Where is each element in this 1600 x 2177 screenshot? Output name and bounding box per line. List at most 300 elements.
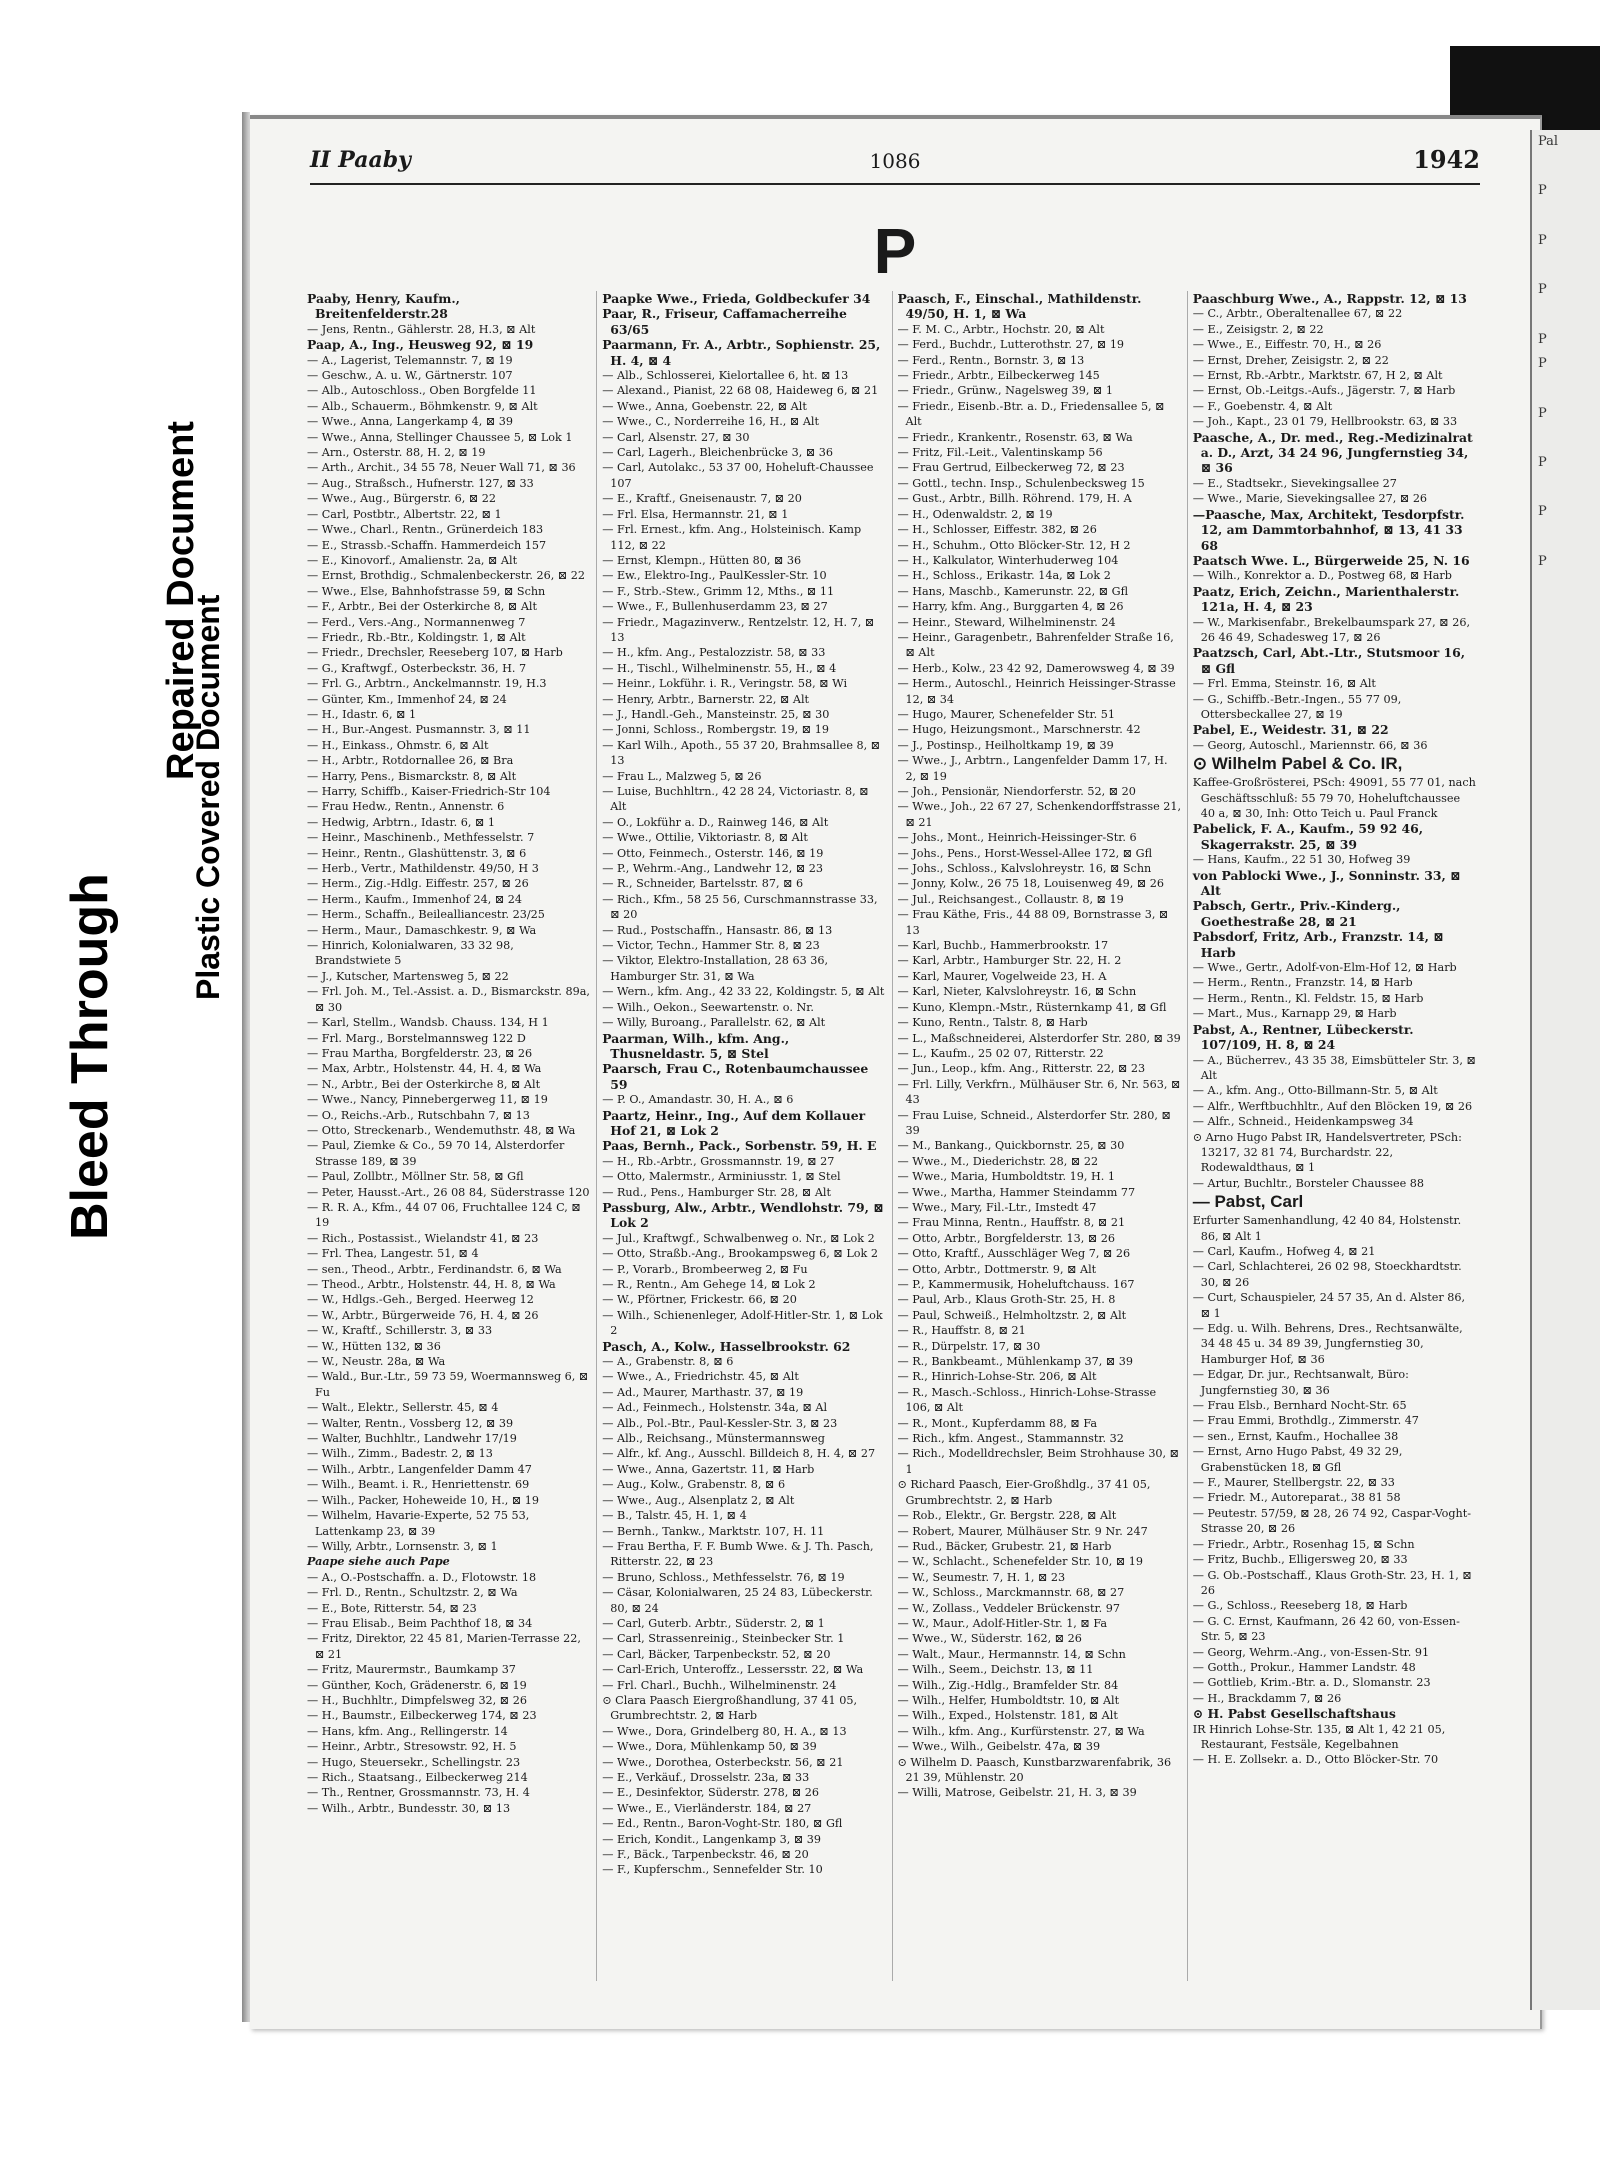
directory-entry: — Wwe., Mary, Fil.-Ltr., Imstedt 47 [897, 1200, 1097, 1214]
directory-entry: — Ernst, Rb.-Arbtr., Marktstr. 67, H 2, ⊠ Alt [1192, 369, 1443, 383]
adjacent-page-fragment: P [1538, 454, 1547, 470]
directory-entry: — A., Lagerist, Telemannstr. 7, ⊠ 19 [307, 353, 513, 367]
directory-entry: — W., Schlacht., Schenefelder Str. 10, ⊠ 19 [897, 1555, 1143, 1569]
directory-entry: — J., Handl.-Geh., Mansteinstr. 25, ⊠ 30 [602, 707, 830, 721]
directory-entry: — Wwe., Wilh., Geibelstr. 47a, ⊠ 39 [897, 1740, 1101, 1754]
adjacent-page-fragment [1538, 426, 1600, 451]
directory-entry: Paarsch, Frau C., Rotenbaumchaussee 59 [602, 1061, 869, 1092]
directory-entry: — Wwe., Marie, Sievekingsallee 27, ⊠ 26 [1192, 492, 1428, 506]
adjacent-page-edge [1530, 130, 1600, 2010]
directory-entry: — Wilh., Helfer, Humboldtstr. 10, ⊠ Alt [897, 1693, 1120, 1707]
directory-entry: — Ernst, Dreher, Zeisigstr. 2, ⊠ 22 [1192, 353, 1389, 367]
directory-entry: — Fritz, Fil.-Leit., Valentinskamp 56 [897, 446, 1103, 460]
directory-entry: — Hugo, Steuersekr., Schellingstr. 23 [307, 1755, 521, 1769]
directory-entry: — Wern., kfm. Ang., 42 33 22, Koldingstr. 5, ⊠ Alt [602, 985, 885, 999]
directory-entry: — Ferd., Rentn., Bornstr. 3, ⊠ 13 [897, 353, 1085, 367]
directory-entry: — Wwe., Nancy, Pinnebergerweg 11, ⊠ 19 [307, 1093, 548, 1107]
adjacent-page-fragment: P [1538, 504, 1547, 520]
directory-entry: — Fritz, Buchb., Elligersweg 20, ⊠ 33 [1192, 1553, 1408, 1567]
page-header [310, 143, 1480, 185]
directory-entry: — Otto, Arbtr., Borgfelderstr. 13, ⊠ 26 [897, 1231, 1116, 1245]
directory-entry: Pabel, E., Weidestr. 31, ⊠ 22 [1192, 722, 1389, 738]
directory-entry: — Friedr., Arbtr., Rosenhag 15, ⊠ Schn [1192, 1537, 1415, 1551]
directory-entry: — Karl, Nieter, Kalvslohreystr. 16, ⊠ Schn [897, 985, 1137, 999]
directory-entry: — Fritz, Direktor, 22 45 81, Marien-Terrasse 22, ⊠ 21 [307, 1632, 581, 1661]
directory-entry: — Frl. G., Arbtrn., Anckelmannstr. 19, H.3 [307, 677, 547, 691]
directory-entry: — Frl. Marg., Borstelmannsweg 122 D [307, 1031, 526, 1045]
directory-entry: — Wwe., Gertr., Adolf-von-Elm-Hof 12, ⊠ Harb [1192, 961, 1457, 975]
directory-entry: — W., Maur., Adolf-Hitler-Str. 1, ⊠ Fa [897, 1616, 1108, 1630]
directory-entry: — H., Rb.-Arbtr., Grossmannstr. 19, ⊠ 27 [602, 1154, 835, 1168]
directory-entry: — G. C. Ernst, Kaufmann, 26 42 60, von-Essen-Str. 5, ⊠ 23 [1192, 1614, 1460, 1644]
directory-entry: Pasch, A., Kolw., Hasselbrookstr. 62 [602, 1338, 851, 1354]
directory-entry: — Walter, Rentn., Vossberg 12, ⊠ 39 [307, 1416, 514, 1430]
directory-entry: — Wilh., Zig.-Hdlg., Bramfelder Str. 84 [897, 1678, 1119, 1692]
directory-entry: — Ernst, Klempn., Hütten 80, ⊠ 36 [602, 553, 802, 567]
directory-entry: — E., Kinovorf., Amalienstr. 2a, ⊠ Alt [307, 553, 518, 567]
directory-entry: — P., Vorarb., Brombeerweg 2, ⊠ Fu [602, 1262, 808, 1276]
directory-entry: — Wilh., Zimm., Badestr. 2, ⊠ 13 [307, 1447, 493, 1461]
directory-entry: — Paul, Schweiß., Helmholtzstr. 2, ⊠ Alt [897, 1308, 1127, 1322]
directory-entry: — E., Zeisigstr. 2, ⊠ 22 [1192, 322, 1324, 336]
directory-entry: —Paasche, Max, Architekt, Tesdorpfstr. 12, am Dammtorbahnhof, ⊠ 13, 41 33 68 [1192, 506, 1465, 553]
directory-entry: — Max, Arbtr., Holstenstr. 44, H. 4, ⊠ Wa [307, 1062, 542, 1076]
directory-entry: — J., Kutscher, Martensweg 5, ⊠ 22 [307, 969, 509, 983]
directory-entry: — Wwe., Aug., Alsenplatz 2, ⊠ Alt [602, 1493, 795, 1507]
directory-entry: — W., Pförtner, Frickestr. 66, ⊠ 20 [602, 1293, 797, 1307]
directory-entry: ⊙ Wilhelm D. Paasch, Kunstbarzwarenfabrik, 36 21 39, Mühlenstr. 20 [897, 1755, 1172, 1784]
directory-entry: — Hugo, Heizungsmont., Marschnerstr. 42 [897, 723, 1141, 737]
directory-entry: — Frau Elisab., Beim Pachthof 18, ⊠ 34 [307, 1616, 533, 1630]
directory-entry: — Rich., kfm. Angest., Stammannstr. 32 [897, 1432, 1124, 1446]
directory-entry: — B., Talstr. 45, H. 1, ⊠ 4 [602, 1509, 747, 1523]
directory-entry: — P., Wehrm.-Ang., Landwehr 12, ⊠ 23 [602, 862, 824, 876]
directory-entry: — Wilh., kfm. Ang., Kurfürstenstr. 27, ⊠ Wa [897, 1724, 1145, 1738]
directory-entry: Paape siehe auch Pape [307, 1554, 450, 1569]
directory-entry: — Rob., Elektr., Gr. Bergstr. 228, ⊠ Alt [897, 1509, 1117, 1523]
directory-columns [302, 291, 1482, 1981]
directory-entry: — A., O.-Postschaffn. a. D., Flotowstr. 18 [307, 1570, 537, 1584]
directory-entry: IR Hinrich Lohse-Str. 135, ⊠ Alt 1, 42 21 05, Restaurant, Festsäle, Kegelbahnen [1192, 1722, 1446, 1751]
directory-entry: Passburg, Alw., Arbtr., Wendlohstr. 79, ⊠ Lok 2 [602, 1199, 884, 1231]
directory-entry: — Heinr., Maschinenb., Methfesselstr. 7 [307, 831, 535, 845]
directory-entry: — R., Hinrich-Lohse-Str. 206, ⊠ Alt [897, 1370, 1097, 1384]
directory-entry: — Joh., Kapt., 23 01 79, Hellbrookstr. 63, ⊠ 33 [1192, 415, 1458, 429]
directory-entry: — Johs., Schloss., Kalvslohreystr. 16, ⊠ Schn [897, 862, 1152, 876]
directory-entry: — H., Arbtr., Rotdornallee 26, ⊠ Bra [307, 754, 514, 768]
directory-entry: — Carl, Bäcker, Tarpenbeckstr. 52, ⊠ 20 [602, 1647, 831, 1661]
directory-entry: — Ernst, Brothdig., Schmalenbeckerstr. 26, ⊠ 22 [307, 569, 585, 583]
directory-entry: — Artur, Buchltr., Borsteler Chaussee 88 [1192, 1176, 1425, 1190]
directory-entry: — Carl, Lagerh., Bleichenbrücke 3, ⊠ 36 [602, 446, 833, 460]
directory-entry: Paartz, Heinr., Ing., Auf dem Kollauer Hof 21, ⊠ Lok 2 [602, 1107, 866, 1138]
directory-entry: — F., Arbtr., Bei der Osterkirche 8, ⊠ Alt [307, 600, 538, 614]
directory-entry: — Jul., Reichsangest., Collaustr. 8, ⊠ 19 [897, 892, 1124, 906]
directory-entry: — H., Tischl., Wilhelminenstr. 55, H., ⊠ 4 [602, 661, 837, 675]
directory-column [1187, 291, 1482, 1981]
directory-entry: — F., Bäck., Tarpenbeckstr. 46, ⊠ 20 [602, 1848, 809, 1862]
directory-entry: — E., Kraftf., Gneisenaustr. 7, ⊠ 20 [602, 492, 802, 506]
directory-entry: — A., kfm. Ang., Otto-Billmann-Str. 5, ⊠ Alt [1192, 1084, 1438, 1098]
directory-entry: — Alfr., Schneid., Heidenkampsweg 34 [1192, 1115, 1414, 1129]
directory-entry: — Willy, Buroang., Parallelstr. 62, ⊠ Alt [602, 1016, 826, 1030]
directory-entry: — Curt, Schauspieler, 24 57 35, An d. Alster 86, ⊠ 1 [1192, 1291, 1466, 1320]
adjacent-page-fragment [1538, 303, 1600, 328]
directory-entry: — Wilh., Konrektor a. D., Postweg 68, ⊠ Harb [1192, 569, 1452, 583]
directory-entry: — Alb., Autoschloss., Oben Borgfelde 11 [307, 384, 537, 398]
directory-entry: — H., Schuhm., Otto Blöcker-Str. 12, H 2 [897, 538, 1131, 552]
directory-entry: — Wwe., Anna, Langerkamp 4, ⊠ 39 [307, 415, 513, 429]
adjacent-page-fragment: P [1538, 183, 1547, 199]
directory-entry: — Frau L., Malzweg 5, ⊠ 26 [602, 769, 762, 783]
directory-entry: — W., Seumestr. 7, H. 1, ⊠ 23 [897, 1570, 1066, 1584]
directory-entry: — Frl. Thea, Langestr. 51, ⊠ 4 [307, 1247, 479, 1261]
directory-entry: — Carl-Erich, Unteroffz., Lessersstr. 22, ⊠ Wa [602, 1663, 864, 1677]
directory-entry: — H., Kalkulator, Winterhuderweg 104 [897, 553, 1119, 567]
directory-entry: — Wilh., Arbtr., Bundesstr. 30, ⊠ 13 [307, 1801, 511, 1815]
directory-entry: Paas, Bernh., Pack., Sorbenstr. 59, H. E [602, 1138, 877, 1154]
directory-entry: — Hedwig, Arbtrn., Idastr. 6, ⊠ 1 [307, 815, 496, 829]
directory-entry: — L., Kaufm., 25 02 07, Ritterstr. 22 [897, 1046, 1104, 1060]
directory-entry: Paap, A., Ing., Heusweg 92, ⊠ 19 [307, 337, 534, 353]
directory-entry: — Viktor, Elektro-Installation, 28 63 36, Hamburger Str. 31, ⊠ Wa [602, 954, 829, 983]
directory-entry: — Wwe., W., Süderstr. 162, ⊠ 26 [897, 1632, 1082, 1646]
adjacent-page-fragment: P [1538, 331, 1547, 347]
directory-entry: ⊙ Wilhelm Pabel & Co. IR, [1192, 754, 1403, 774]
directory-entry: — Jun., Leop., kfm. Ang., Ritterstr. 22, ⊠ 23 [897, 1062, 1146, 1076]
directory-entry: — Th., Rentner, Grossmannstr. 73, H. 4 [307, 1786, 530, 1800]
directory-entry: — E., Strassb.-Schaffn. Hammerdeich 157 [307, 538, 547, 552]
directory-entry: — Rud., Postschaffn., Hansastr. 86, ⊠ 13 [602, 923, 833, 937]
directory-entry: — Johs., Pens., Horst-Wessel-Allee 172, ⊠ Gfl [897, 846, 1153, 860]
directory-entry: — Ferd., Buchdr., Lutterothstr. 27, ⊠ 19 [897, 338, 1125, 352]
directory-entry: — Otto, Streckenarb., Wendemuthstr. 48, ⊠ Wa [307, 1123, 576, 1137]
directory-entry: — Rich., Modelldrechsler, Beim Strohhause 30, ⊠ 1 [897, 1447, 1180, 1476]
directory-entry: — W., Hütten 132, ⊠ 36 [307, 1339, 441, 1353]
directory-column [302, 291, 596, 1981]
directory-entry: — sen., Ernst, Kaufm., Hochallee 38 [1192, 1429, 1399, 1443]
directory-entry: — H., Buchhltr., Dimpfelsweg 32, ⊠ 26 [307, 1693, 527, 1707]
directory-entry: — Heinr., Arbtr., Stresowstr. 92, H. 5 [307, 1740, 517, 1754]
directory-entry: — O., Lokführ a. D., Rainweg 146, ⊠ Alt [602, 815, 829, 829]
directory-entry: — Peter, Hausst.-Art., 26 08 84, Süderstrasse 120 [307, 1185, 590, 1199]
directory-entry: Paasch, F., Einschal., Mathildenstr. 49/50, H. 1, ⊠ Wa [897, 291, 1142, 322]
directory-entry: — E., Stadtsekr., Sievekingsallee 27 [1192, 476, 1397, 490]
directory-entry: — H., Baumstr., Eilbeckerweg 174, ⊠ 23 [307, 1709, 537, 1723]
directory-entry: Pabsdorf, Fritz, Arb., Franzstr. 14, ⊠ Harb [1192, 929, 1444, 960]
directory-entry: — W., Schloss., Marckmannstr. 68, ⊠ 27 [897, 1586, 1125, 1600]
directory-entry: — Frl. Charl., Buchh., Wilhelminenstr. 24 [602, 1678, 837, 1692]
directory-entry: — Hinrich, Kolonialwaren, 33 32 98, Brandstwiete 5 [307, 939, 514, 968]
directory-entry: — H., Odenwaldstr. 2, ⊠ 19 [897, 507, 1053, 521]
directory-entry: Erfurter Samenhandlung, 42 40 84, Holstenstr. 86, ⊠ Alt 1 [1192, 1214, 1462, 1243]
directory-entry: — Frau Emmi, Brothdlg., Zimmerstr. 47 [1192, 1414, 1419, 1428]
directory-entry: — Gottlieb, Krim.-Btr. a. D., Slomanstr. 23 [1192, 1676, 1431, 1690]
directory-entry: — Frl. Emma, Steinstr. 16, ⊠ Alt [1192, 677, 1376, 691]
directory-entry: — Otto, Arbtr., Dottmerstr. 9, ⊠ Alt [897, 1262, 1097, 1276]
directory-entry: — Frau Gertrud, Eilbeckerweg 72, ⊠ 23 [897, 461, 1125, 475]
directory-entry: — Friedr., Arbtr., Eilbeckerweg 145 [897, 369, 1100, 383]
directory-entry: — H., kfm. Ang., Pestalozzistr. 58, ⊠ 33 [602, 646, 826, 660]
directory-entry: — Ernst, Ob.-Leitgs.-Aufs., Jägerstr. 7, ⊠ Harb [1192, 384, 1456, 398]
directory-entry: Paasche, A., Dr. med., Reg.-Medizinalrat a. D., Arzt, 34 24 96, Jungfernstieg 34, ⊠ 36 [1192, 429, 1473, 476]
directory-entry: — Walter, Buchhltr., Landwehr 17/19 [307, 1432, 517, 1446]
directory-entry: — Wilh., Schienenleger, Adolf-Hitler-Str. 1, ⊠ Lok 2 [602, 1308, 883, 1338]
directory-entry: — Victor, Techn., Hammer Str. 8, ⊠ 23 [602, 939, 820, 953]
directory-entry: ⊙ Richard Paasch, Eier-Großhdlg., 37 41 05, Grumbrechtstr. 2, ⊠ Harb [897, 1478, 1151, 1507]
directory-entry: — Günther, Koch, Grädenerstr. 6, ⊠ 19 [307, 1678, 527, 1692]
adjacent-page-fragment: P [1538, 356, 1547, 372]
directory-entry: — Alexand., Pianist, 22 68 08, Haideweg 6, ⊠ 21 [602, 384, 879, 398]
directory-entry: — Friedr. M., Autoreparat., 38 81 58 [1192, 1491, 1401, 1505]
directory-entry: — Alb., Schlosserei, Kielortallee 6, ht. ⊠ 13 [602, 369, 849, 383]
directory-entry: — H., Idastr. 6, ⊠ 1 [307, 707, 417, 721]
directory-entry: — Paul, Arb., Klaus Groth-Str. 25, H. 8 [897, 1293, 1116, 1307]
directory-entry: — Herm., Autoschl., Heinrich Heissinger-Strasse 12, ⊠ 34 [897, 677, 1176, 706]
directory-column [892, 291, 1187, 1981]
directory-entry: — Gust., Arbtr., Billh. Röhrend. 179, H. A [897, 492, 1132, 506]
directory-entry: — Herm., Kaufm., Immenhof 24, ⊠ 24 [307, 892, 523, 906]
directory-column [596, 291, 891, 1981]
directory-entry: — Heinr., Steward, Wilhelminenstr. 24 [897, 615, 1116, 629]
directory-entry: — Herb., Vertr., Mathildenstr. 49/50, H 3 [307, 862, 539, 876]
directory-entry: — Wwe., Dorothea, Osterbeckstr. 56, ⊠ 21 [602, 1755, 844, 1769]
directory-entry: — Frl. D., Rentn., Schultzstr. 2, ⊠ Wa [307, 1586, 518, 1600]
directory-entry: — Karl, Buchb., Hammerbrookstr. 17 [897, 939, 1109, 953]
directory-entry: — J., Postinsp., Heilholtkamp 19, ⊠ 39 [897, 738, 1114, 752]
directory-entry: — Alb., Reichsang., Münstermannsweg [602, 1432, 825, 1446]
directory-entry: Paatsch Wwe. L., Bürgerweide 25, N. 16 [1192, 552, 1470, 568]
directory-entry: — H., Einkass., Ohmstr. 6, ⊠ Alt [307, 738, 489, 752]
directory-entry: — Frl. Lilly, Verkfrn., Mülhäuser Str. 6, Nr. 563, ⊠ 43 [897, 1077, 1181, 1107]
directory-entry: — E., Desinfektor, Süderstr. 278, ⊠ 26 [602, 1786, 820, 1800]
directory-entry: — N., Arbtr., Bei der Osterkirche 8, ⊠ Alt [307, 1077, 541, 1091]
directory-entry: — Harry, Schiffb., Kaiser-Friedrich-Str 104 [307, 785, 551, 798]
directory-entry: — Frau Martha, Borgfelderstr. 23, ⊠ 26 [307, 1046, 533, 1060]
directory-entry: — W., Zollass., Veddeler Brückenstr. 97 [897, 1601, 1121, 1615]
adjacent-page-fragment: P [1538, 282, 1547, 298]
directory-entry: — Arth., Archit., 34 55 78, Neuer Wall 71, ⊠ 36 [307, 461, 576, 475]
directory-entry: — Otto, Kraftf., Ausschläger Weg 7, ⊠ 26 [897, 1247, 1131, 1261]
directory-entry: — G., Schiffb.-Betr.-Ingen., 55 77 09, Ottersbeckallee 27, ⊠ 19 [1192, 692, 1402, 721]
directory-entry: — Wwe., Dora, Grindelberg 80, H. A., ⊠ 13 [602, 1724, 847, 1738]
directory-entry: — W., Arbtr., Bürgerweide 76, H. 4, ⊠ 26 [307, 1308, 539, 1322]
directory-entry: — Rud., Pens., Hamburger Str. 28, ⊠ Alt [602, 1185, 831, 1199]
directory-entry: — Frau Luise, Schneid., Alsterdorfer Str. 280, ⊠ 39 [897, 1108, 1171, 1137]
directory-entry: — R., Rentn., Am Gehege 14, ⊠ Lok 2 [602, 1278, 816, 1291]
directory-entry: ⊙ H. Pabst Gesellschaftshaus [1192, 1706, 1396, 1722]
directory-entry: — Carl, Autolakc., 53 37 00, Hoheluft-Chaussee 107 [602, 461, 874, 490]
directory-entry: — H., Schlosser, Eiffestr. 382, ⊠ 26 [897, 523, 1097, 537]
directory-entry: — Friedr., Magazinverw., Rentzelstr. 12, H. 7, ⊠ 13 [602, 615, 875, 644]
directory-entry: — Henry, Arbtr., Barnerstr. 22, ⊠ Alt [602, 692, 810, 706]
directory-entry: — Wwe., Charl., Rentn., Grünerdeich 183 [307, 523, 544, 537]
directory-entry: — Theod., Arbtr., Holstenstr. 44, H. 8, ⊠ Wa [307, 1278, 556, 1291]
directory-entry: — Günter, Km., Immenhof 24, ⊠ 24 [307, 692, 507, 706]
directory-entry: — Wwe., A., Friedrichstr. 45, ⊠ Alt [602, 1370, 799, 1384]
directory-entry: — Bernh., Tankw., Marktstr. 107, H. 11 [602, 1524, 825, 1538]
directory-entry: — Wilh., Beamt. i. R., Henriettenstr. 69 [307, 1478, 530, 1492]
directory-entry: — Hans, Kaufm., 22 51 30, Hofweg 39 [1192, 853, 1411, 867]
directory-entry: — F., Goebenstr. 4, ⊠ Alt [1192, 399, 1333, 413]
directory-entry: — Wilh., Seem., Deichstr. 13, ⊠ 11 [897, 1663, 1094, 1677]
directory-entry: — H., Schloss., Erikastr. 14a, ⊠ Lok 2 [897, 569, 1111, 583]
directory-entry: — H. E. Zollsekr. a. D., Otto Blöcker-Str. 70 [1192, 1753, 1439, 1767]
directory-entry: — Alfr., Werftbuchhltr., Auf den Blöcken 19, ⊠ 26 [1192, 1099, 1473, 1113]
directory-entry: — Ad., Maurer, Marthastr. 37, ⊠ 19 [602, 1385, 804, 1399]
directory-entry: — W., Markisenfabr., Brekelbaumspark 27, ⊠ 26, 26 46 49, Schadesweg 17, ⊠ 26 [1192, 615, 1470, 644]
directory-entry: — Paul, Ziemke & Co., 59 70 14, Alsterdorfer Strasse 189, ⊠ 39 [307, 1139, 565, 1168]
directory-entry: Paaschburg Wwe., A., Rappstr. 12, ⊠ 13 [1192, 291, 1467, 306]
directory-entry: — Harry, Pens., Bismarckstr. 8, ⊠ Alt [307, 769, 517, 783]
directory-entry: — Wwe., Anna, Goebenstr. 22, ⊠ Alt [602, 399, 807, 413]
directory-entry: — Rich., Staatsang., Eilbeckerweg 214 [307, 1771, 528, 1784]
directory-entry: — Peutestr. 57/59, ⊠ 28, 26 74 92, Caspar-Voght-Strasse 20, ⊠ 26 [1192, 1506, 1472, 1536]
directory-entry: — Otto, Malermstr., Arminiusstr. 1, ⊠ Stel [602, 1170, 841, 1184]
directory-entry: Paapke Wwe., Frieda, Goldbeckufer 34 [602, 291, 871, 306]
directory-entry: Paar, R., Friseur, Caffamacherreihe 63/65 [602, 306, 847, 337]
directory-entry: — H., Brackdamm 7, ⊠ 26 [1192, 1691, 1342, 1705]
directory-entry: — Mart., Mus., Karnapp 29, ⊠ Harb [1192, 1007, 1397, 1021]
directory-entry: — Friedr., Drechsler, Reeseberg 107, ⊠ Harb [307, 646, 563, 660]
directory-entry: — Frl. Ernest., kfm. Ang., Holsteinisch. Kamp 112, ⊠ 22 [602, 523, 862, 552]
directory-entry: — O., Reichs.-Arb., Rutschbahn 7, ⊠ 13 [307, 1108, 530, 1122]
directory-entry: — W., Hdlgs.-Geh., Berged. Heerweg 12 [307, 1293, 534, 1307]
directory-entry: — G., Schloss., Reeseberg 18, ⊠ Harb [1192, 1599, 1408, 1613]
directory-entry: — Georg, Autoschl., Mariennstr. 66, ⊠ 36 [1192, 738, 1428, 752]
directory-entry: — Wwe., Maria, Humboldtstr. 19, H. 1 [897, 1170, 1115, 1184]
directory-entry: — Rud., Bäcker, Grubestr. 21, ⊠ Harb [897, 1539, 1112, 1553]
directory-entry: — Aug., Straßsch., Hufnerstr. 127, ⊠ 33 [307, 476, 534, 490]
directory-entry: — Carl, Guterb. Arbtr., Süderstr. 2, ⊠ 1 [602, 1616, 825, 1630]
adjacent-page-fragment: Pal [1538, 134, 1559, 149]
page-number: 1086 [869, 149, 921, 173]
directory-entry: — R., Bankbeamt., Mühlenkamp 37, ⊠ 39 [897, 1355, 1133, 1369]
directory-entry: — Ad., Feinmech., Holstenstr. 34a, ⊠ Al [602, 1401, 828, 1415]
directory-entry: — Frau Hedw., Rentn., Annenstr. 6 [307, 800, 505, 814]
adjacent-page-fragment [1538, 377, 1600, 402]
directory-entry: — Walt., Elektr., Sellerstr. 45, ⊠ 4 [307, 1401, 499, 1415]
directory-entry: Pabst, A., Rentner, Lübeckerstr. 107/109, H. 8, ⊠ 24 [1192, 1021, 1414, 1053]
directory-entry: — Rich., Kfm., 58 25 56, Curschmannstrasse 33, ⊠ 20 [602, 892, 878, 922]
directory-entry: — Willi, Matrose, Geibelstr. 21, H. 3, ⊠ 39 [897, 1786, 1137, 1800]
directory-entry: — Wald., Bur.-Ltr., 59 73 59, Woermannsweg 6, ⊠ Fu [307, 1370, 589, 1399]
adjacent-page-fragment [1538, 525, 1600, 550]
directory-entry: — Wwe., F., Bullenhuserdamm 23, ⊠ 27 [602, 600, 828, 614]
directory-entry: — Ferd., Vers.-Ang., Normannenweg 7 [307, 615, 526, 629]
directory-entry: — Wilh., Oekon., Seewartenstr. o. Nr. [602, 1000, 814, 1014]
repaired-document-label: Repaired Document [160, 421, 202, 780]
directory-entry: — Herm., Schaffn., Beilealliancestr. 23/25 [307, 908, 545, 922]
directory-entry: — R., Mont., Kupferdamm 88, ⊠ Fa [897, 1416, 1098, 1430]
directory-entry: — Wwe., Anna, Stellinger Chaussee 5, ⊠ Lok 1 [307, 430, 573, 444]
header-left: II Paaby [310, 147, 411, 173]
directory-entry: — Cäsar, Kolonialwaren, 25 24 83, Lübeckerstr. 80, ⊠ 24 [602, 1586, 873, 1615]
directory-entry: — Bruno, Schloss., Methfesselstr. 76, ⊠ 19 [602, 1570, 845, 1584]
directory-entry: — P. O., Amandastr. 30, H. A., ⊠ 6 [602, 1093, 794, 1107]
adjacent-page-fragment: P [1538, 232, 1547, 248]
directory-entry: — W., Kraftf., Schillerstr. 3, ⊠ 33 [307, 1324, 493, 1338]
directory-entry: — F., Maurer, Stellbergstr. 22, ⊠ 33 [1192, 1476, 1395, 1490]
adjacent-page-fragment [1538, 253, 1600, 278]
directory-entry: — Hans, kfm. Ang., Rellingerstr. 14 [307, 1724, 508, 1738]
directory-entry: — Wwe., Aug., Bürgerstr. 6, ⊠ 22 [307, 492, 496, 506]
directory-entry: — Wwe., E., Eiffestr. 70, H., ⊠ 26 [1192, 338, 1382, 352]
directory-entry: — R., Masch.-Schloss., Hinrich-Lohse-Strasse 106, ⊠ Alt [897, 1385, 1157, 1415]
directory-entry: — A., Bücherrev., 43 35 38, Eimsbütteler Str. 3, ⊠ Alt [1192, 1053, 1476, 1082]
directory-entry: — R., Hauffstr. 8, ⊠ 21 [897, 1324, 1026, 1338]
directory-entry: — L., Maßschneiderei, Alsterdorfer Str. 280, ⊠ 39 [897, 1031, 1181, 1045]
bleed-through-label: Bleed Through [61, 873, 119, 1240]
directory-entry: — W., Neustr. 28a, ⊠ Wa [307, 1355, 446, 1369]
directory-entry: — Alb., Schauerm., Böhmkenstr. 9, ⊠ Alt [307, 399, 538, 413]
directory-entry: — Ed., Rentn., Baron-Voght-Str. 180, ⊠ Gfl [602, 1817, 843, 1831]
directory-entry: — Gotth., Prokur., Hammer Landstr. 48 [1192, 1660, 1416, 1674]
directory-entry: — R. R. A., Kfm., 44 07 06, Fruchtallee 124 C, ⊠ 19 [307, 1200, 581, 1230]
directory-entry: — Herm., Maur., Damaschkestr. 9, ⊠ Wa [307, 923, 537, 937]
directory-entry: — Carl, Schlachterei, 26 02 98, Stoeckhardtstr. 30, ⊠ 26 [1192, 1260, 1462, 1289]
directory-entry: Pabelick, F. A., Kaufm., 59 92 46, Skagerrakstr. 25, ⊠ 39 [1192, 821, 1424, 852]
directory-entry: — Arn., Osterstr. 88, H. 2, ⊠ 19 [307, 446, 486, 460]
directory-entry: — Willy, Arbtr., Lornsenstr. 3, ⊠ 1 [307, 1539, 498, 1553]
adjacent-page-fragment: P [1538, 405, 1547, 421]
directory-entry: — Otto, Straßb.-Ang., Brookampsweg 6, ⊠ Lok 2 [602, 1247, 878, 1261]
directory-entry: — Alb., Pol.-Btr., Paul-Kessler-Str. 3, ⊠ 23 [602, 1416, 838, 1430]
directory-entry: — Alfr., kf. Ang., Ausschl. Billdeich 8, H. 4, ⊠ 27 [602, 1447, 876, 1461]
directory-entry: — M., Bankang., Quickbornstr. 25, ⊠ 30 [897, 1139, 1125, 1153]
adjacent-page-fragment [1538, 476, 1600, 501]
directory-entry: — G., Kraftwgf., Osterbeckstr. 36, H. 7 [307, 661, 527, 675]
directory-entry: — Kuno, Klempn.-Mstr., Rüsternkamp 41, ⊠ Gfl [897, 1000, 1167, 1014]
directory-entry: — Wilhelm, Havarie-Experte, 52 75 53, Lattenkamp 23, ⊠ 39 [307, 1509, 530, 1538]
directory-entry: — Rich., Postassist., Wielandstr 41, ⊠ 23 [307, 1231, 539, 1245]
directory-entry: — Friedr., Eisenb.-Btr. a. D., Friedensallee 5, ⊠ Alt [897, 399, 1165, 429]
directory-entry: — F. M. C., Arbtr., Hochstr. 20, ⊠ Alt [897, 322, 1105, 336]
adjacent-page-fragment [1538, 204, 1600, 229]
directory-page [250, 115, 1542, 2029]
directory-entry: — Karl, Arbtr., Hamburger Str. 22, H. 2 [897, 954, 1122, 968]
directory-entry: ⊙ Arno Hugo Pabst IR, Handelsvertreter, PSch: 13217, 32 81 74, Burchardstr. 22, Rodewaldthaus, ⊠ 1 [1192, 1130, 1462, 1175]
directory-entry: ⊙ Clara Paasch Eiergroßhandlung, 37 41 05, Grumbrechtstr. 2, ⊠ Harb [602, 1693, 858, 1723]
directory-entry: — C., Arbtr., Oberaltenallee 67, ⊠ 22 [1192, 307, 1403, 321]
directory-entry: Pabsch, Gertr., Priv.-Kinderg., Goethestraße 28, ⊠ 21 [1192, 898, 1401, 929]
directory-entry: — Heinr., Lokführ. i. R., Veringstr. 58, ⊠ Wi [602, 677, 848, 691]
directory-entry: — Otto, Feinmech., Osterstr. 146, ⊠ 19 [602, 846, 824, 860]
directory-entry: — F., Kupferschm., Sennefelder Str. 10 [602, 1863, 823, 1877]
directory-entry: — Ew., Elektro-Ing., PaulKessler-Str. 10 [602, 569, 827, 583]
directory-entry: — Robert, Maurer, Mülhäuser Str. 9 Nr. 247 [897, 1524, 1148, 1538]
directory-entry: — Frl. Elsa, Hermannstr. 21, ⊠ 1 [602, 507, 789, 521]
directory-entry: Paaby, Henry, Kaufm., Breitenfelderstr.28 [307, 291, 460, 322]
directory-entry: — Erich, Kondit., Langenkamp 3, ⊠ 39 [602, 1832, 822, 1846]
directory-entry: — Frau Käthe, Fris., 44 88 09, Bornstrasse 3, ⊠ 13 [897, 908, 1169, 937]
directory-entry: — Frau Elsb., Bernhard Nocht-Str. 65 [1192, 1399, 1407, 1413]
directory-entry: — Wwe., Else, Bahnhofstrasse 59, ⊠ Schn [307, 584, 546, 598]
directory-entry: — Hans, Maschb., Kamerunstr. 22, ⊠ Gfl [897, 584, 1129, 598]
adjacent-page-fragment [1538, 155, 1600, 180]
directory-entry: — Wwe., C., Norderreihe 16, H., ⊠ Alt [602, 415, 819, 429]
directory-entry: — Gottl., techn. Insp., Schulenbecksweg 15 [897, 476, 1145, 490]
directory-entry: Paarmann, Fr. A., Arbtr., Sophienstr. 25, H. 4, ⊠ 4 [602, 337, 881, 368]
section-letter: P [873, 215, 917, 287]
directory-entry: — Pabst, Carl [1192, 1192, 1304, 1212]
directory-entry: von Pablocki Wwe., J., Sonninstr. 33, ⊠ Alt [1192, 867, 1461, 899]
directory-entry: — Friedr., Rb.-Btr., Koldingstr. 1, ⊠ Alt [307, 630, 526, 644]
directory-entry: — Fritz, Maurermstr., Baumkamp 37 [307, 1663, 516, 1677]
directory-entry: — Edgar, Dr. jur., Rechtsanwalt, Büro: Jungfernstieg 30, ⊠ 36 [1192, 1368, 1409, 1397]
directory-entry: — Aug., Kolw., Grabenstr. 8, ⊠ 6 [602, 1478, 786, 1492]
directory-entry: — Heinr., Rentn., Glashüttenstr. 3, ⊠ 6 [307, 846, 527, 860]
